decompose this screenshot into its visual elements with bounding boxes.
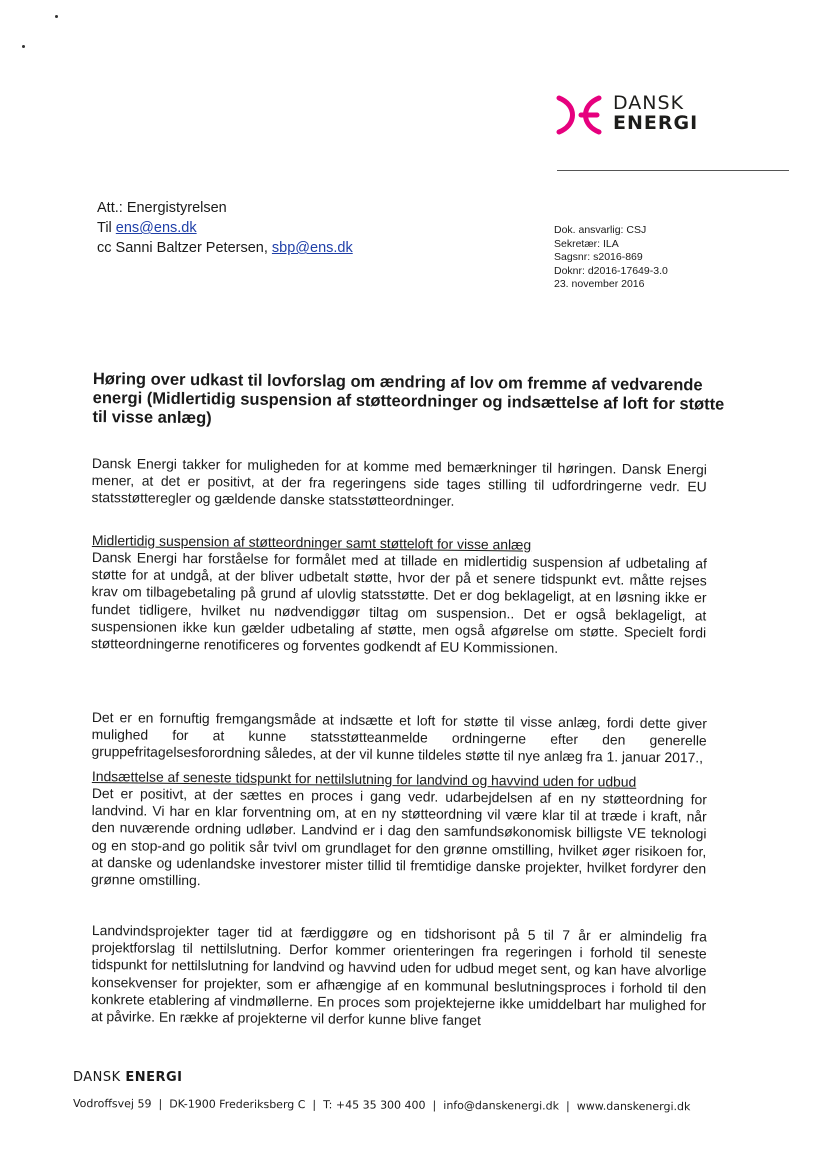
footer-separator: | xyxy=(566,1099,570,1113)
footer-city: DK-1900 Frederiksberg C xyxy=(169,1097,306,1112)
dansk-energi-logo xyxy=(555,93,705,139)
footer-organization xyxy=(73,1070,182,1085)
logo-mark-icon xyxy=(555,95,603,135)
meta-date: 23. november 2016 xyxy=(554,278,645,290)
recipient-block xyxy=(97,198,353,258)
body-paragraph-3: Det er en fornuftig fremgangsmåde at indsætte et loft for støtte til visse anlæg, fordi dette giver mulighed for at kunne statsstøtteanmelde ordningerne efter den generelle gruppefritagelsesforordning således, at der vil kunne tildeles støtte til nye anlæg fra 1. januar 2017., xyxy=(91,709,707,766)
cc-line xyxy=(97,238,353,258)
meta-doknr: Doknr: d2016-17649-3.0 xyxy=(554,264,668,277)
logo-word-dansk: DANSK xyxy=(613,92,685,114)
to-email-link[interactable]: ens@ens.dk xyxy=(115,220,197,236)
footer-org-dansk: DANSK xyxy=(73,1070,126,1085)
scan-speck xyxy=(55,15,58,18)
footer-address: Vodroffsvej 59 xyxy=(72,1097,152,1111)
body-paragraph-4: Det er positivt, at der sættes en proces i gang vedr. udarbejdelsen af en ny støtteordning for landvind. Vi har en klar forventning om, at en ny støtteordning vil være klar til at træde i kraft, når den nuværende ordning udløber. Landvind er i dag den samfundsøkonomisk billigste VE teknologi og en stop-and go politik sår tvivl om grundlaget for den grønne omstilling, hvilket øger risikoen for, at danske og udenlandske investorer mister tillid til fremtidige danske projekter, hvilket fordyrer den grønne omstilling. xyxy=(90,785,707,889)
body-paragraph-2: Dansk Energi har forståelse for formålet med at tillade en midlertidig suspension af udbetaling af støtte for at undgå, at der bliver udbetalt støtte, hvor der på et senere tidspunkt evt. måtte rejses krav om tilbagebetaling på grund af ulovlig statsstøtte. Det er dog beklageligt, at en løsning ikke er fundet tidligere, hvilket nu nødvendiggør tiltag om suspension.. Det er også beklageligt, at suspensionen ikke kun gælder udbetaling af støtte, men også afgørelse om støtte. Specielt fordi støtteordningerne renotificeres og forventes godkendt af EU Kommissionen. xyxy=(90,549,707,656)
logo-word-energi: ENERGI xyxy=(613,112,699,134)
scan-speck xyxy=(22,45,25,48)
footer-email[interactable]: info@danskenergi.dk xyxy=(443,1098,560,1113)
meta-sagsnr: Sagsnr: s2016-869 xyxy=(554,251,643,263)
footer-separator: | xyxy=(158,1097,163,1111)
footer-org-energi: ENERGI xyxy=(125,1070,183,1085)
section-heading-suspension: Midlertidig suspension af støtteordninger samt støtteloft for visse anlæg xyxy=(91,532,532,553)
footer-contact-line xyxy=(73,1097,690,1113)
body-paragraph-1: Dansk Energi takker for muligheden for at komme med bemærkninger til høringen. Dansk Energi mener, at det er positivt, at der fra regeringens side tages stilling til udfordringerne vedr. EU statsstøtteregler og gældende danske statsstøtteordninger. xyxy=(91,455,707,510)
body-paragraph-5: Landvindsprojekter tager tid at færdiggøre og en tidshorisont på 5 til 7 år er almindelig fra projektforslag til nettilslutning. Derfor kommer orienteringen fra regeringen i forhold til seneste tidspunkt for nettilslutning for landvind og havvind uden for udbud meget sent, og kan have alvorlige konsekvenser for projekter, som er afhængige af en kommunal beslutningsproces i forhold til den konkrete etablering af vindmøllerne. En proces som projektejerne ikke umiddelbart har mulighed for at påvirke. En række af projekterne vil derfor kunne blive fanget xyxy=(90,922,707,1029)
footer-separator: | xyxy=(432,1098,437,1112)
footer-phone: T: +45 35 300 400 xyxy=(323,1098,426,1112)
letter-title: Høring over udkast til lovforslag om ændring af lov om fremme af vedvarende energi (Midlertidig suspension af støtteordninger og indsættelse af loft for støtte til visse anlæg) xyxy=(92,370,725,428)
header-divider xyxy=(557,170,789,171)
meta-dok-ansvarlig: Dok. ansvarlig: CSJ xyxy=(554,224,647,236)
section-heading-nettilslutning: Indsættelse af seneste tidspunkt for nettilslutning for landvind og havvind uden for udbud xyxy=(91,768,637,790)
att-line: Att.: Energistyrelsen xyxy=(97,200,227,216)
footer-separator: | xyxy=(312,1098,317,1112)
cc-email-link[interactable]: sbp@ens.dk xyxy=(271,240,353,256)
to-line xyxy=(97,218,353,238)
meta-sekretaer: Sekretær: ILA xyxy=(554,237,619,250)
to-prefix: Til xyxy=(97,220,116,236)
cc-prefix: cc Sanni Baltzer Petersen, xyxy=(97,240,272,256)
document-meta xyxy=(554,224,668,292)
footer-web[interactable]: www.danskenergi.dk xyxy=(576,1099,691,1114)
